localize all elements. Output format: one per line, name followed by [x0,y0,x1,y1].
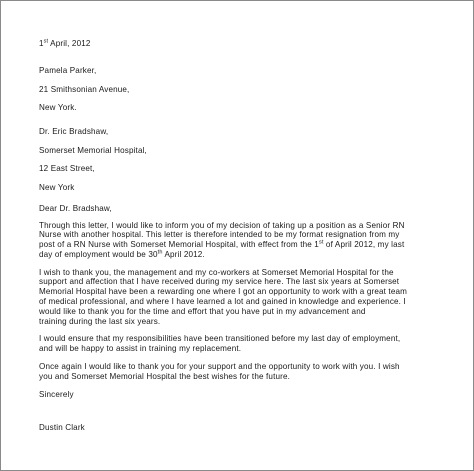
text-run: post of a RN Nurse with Somerset Memorial Hospital, with effect from the 1 [39,240,319,250]
ordinal-suffix: st [318,239,324,246]
recipient-city: New York [39,182,75,192]
text-run: day of employment would be 30 [39,249,158,259]
paragraph-line: Memorial Hospital have been a rewarding one where I got an opportunity to work with a great team [39,287,408,297]
sender-name: Pamela Parker, [39,66,97,75]
paragraph-line: training during the last six years. [39,316,161,326]
paragraph-intro [39,221,437,260]
paragraph-closing-wishes [39,362,437,382]
sender-city: New York. [39,103,77,112]
recipient-organization: Somerset Memorial Hospital, [39,145,147,155]
closing: Sincerely [39,389,74,399]
resignation-letter [39,39,437,433]
paragraph-line: of medical professional, and where I have learned a lot and gained in knowledge and experience. I [39,297,406,307]
paragraph-line: I wish to thank you, the management and my co-workers at Somerset Memorial Hospital for the [39,267,394,277]
paragraph-line [39,240,437,250]
ordinal-suffix: th [157,249,163,256]
paragraph-line: you and Somerset Memorial Hospital the best wishes for the future. [39,371,291,381]
date-month-year: April, 2012 [48,39,91,48]
signature-name: Dustin Clark [39,422,85,432]
date-day-suffix: st [43,38,49,45]
paragraph-line: Nurse with another hospital. This letter is therefore intended to be my format resignation from my [39,230,400,240]
paragraph-line: Once again I would like to thank you for your support and the opportunity to work with you. I wish [39,362,400,372]
paragraph-line [39,250,437,260]
paragraph-line: I would ensure that my responsibilities have been transitioned before my last day of employment, [39,334,401,344]
paragraph-line: support and affection that I have received during my service here. The last six years at Somerset [39,277,400,287]
date-day: 1 [39,39,44,48]
text-run: of April 2012, my last [323,240,405,250]
paragraph-thanks [39,268,437,327]
paragraph-transition [39,334,437,354]
text-run: April 2012. [162,249,205,259]
paragraph-line: would like to thank you for the time and effort that you have put in my advancement and [39,306,366,316]
sender-address [39,66,437,113]
salutation: Dear Dr. Bradshaw, [39,203,112,213]
recipient-address [39,127,437,193]
recipient-street: 12 East Street, [39,164,95,173]
recipient-name: Dr. Eric Bradshaw, [39,127,109,136]
letter-date [39,39,437,49]
paragraph-line: Through this letter, I would like to inform you of my decision of taking up a position as a Senior RN [39,220,405,230]
paragraph-line: and will be happy to assist in training my replacement. [39,344,242,354]
sender-street: 21 Smithsonian Avenue, [39,84,130,94]
